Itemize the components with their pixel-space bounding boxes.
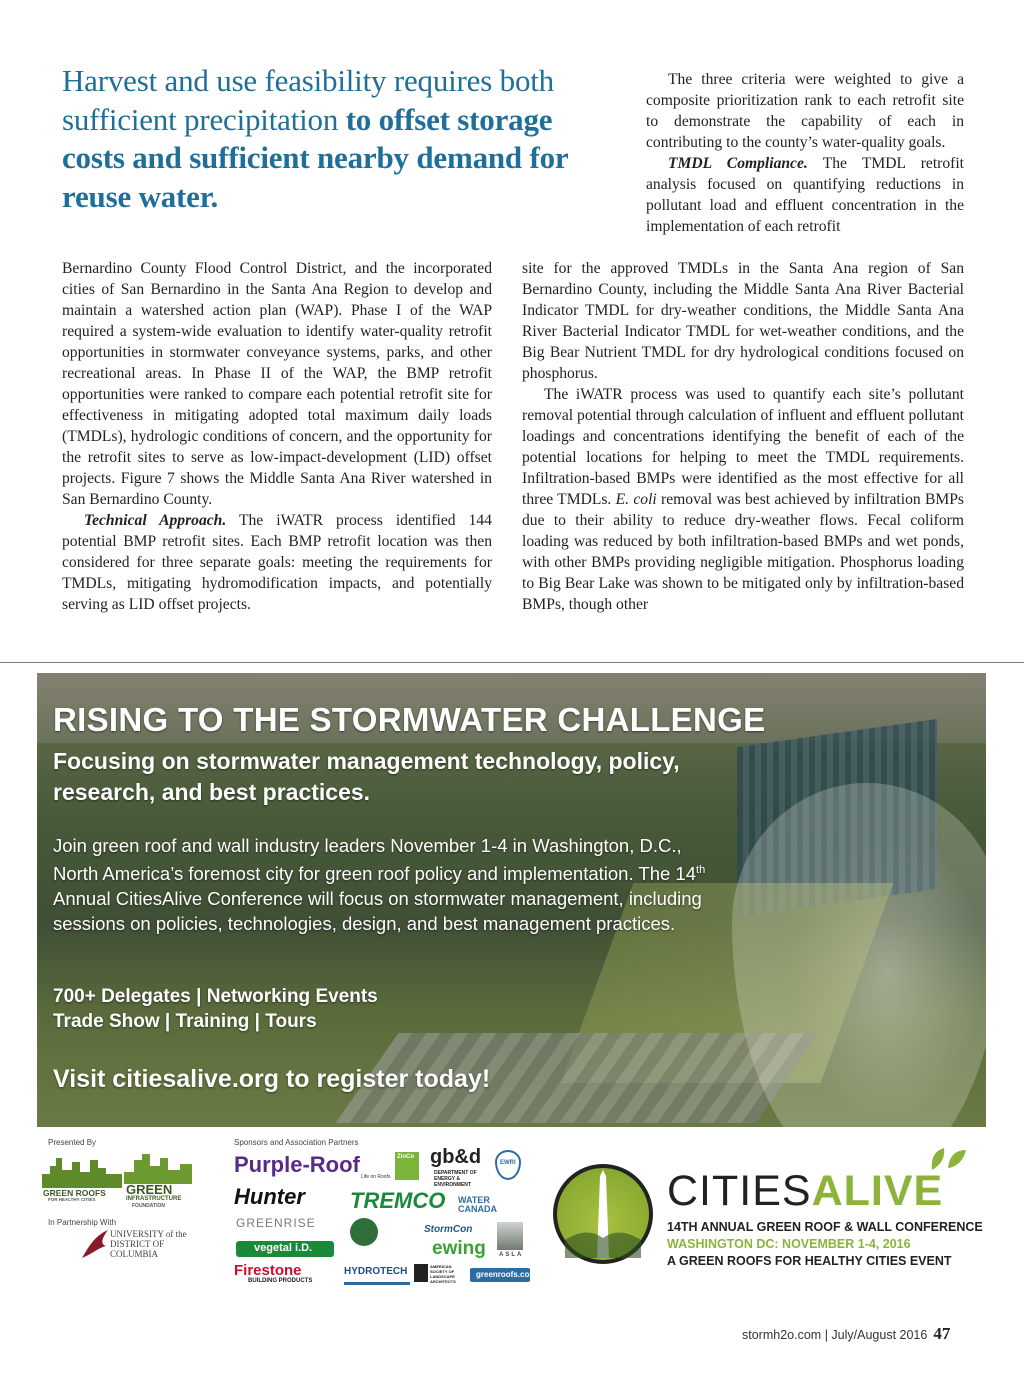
ewing-logo: ewing — [432, 1238, 486, 1259]
paragraph-criteria: The three criteria were weighted to give a composite prioritization rank to each retrofit site to demonstrate the capability of each in contributing to the county’s water-quality goals. — [646, 71, 964, 151]
greenroofs-com-text: greenroofs.com — [476, 1270, 537, 1279]
green-roofs-text: GREEN ROOFS — [43, 1188, 106, 1198]
pull-quote — [62, 62, 622, 216]
runin-heading-technical: Technical Approach. — [84, 512, 227, 529]
udc-logo — [80, 1228, 187, 1266]
ad-body-sup: th — [696, 864, 706, 876]
footer-site: stormh2o.com — [742, 1328, 822, 1342]
green-roofs-logo — [42, 1152, 122, 1200]
purple-roof-logo: Purple-Roof — [234, 1152, 360, 1177]
pull-quote-normal: Harvest and use feasibility requires both sufficient precipitation — [62, 63, 554, 137]
cities-alive-wordmark — [667, 1167, 943, 1216]
water-canada-logo: WATER CANADA — [458, 1195, 497, 1214]
zinco-logo — [395, 1152, 419, 1180]
ad-subtitle: Focusing on stormwater management technology, policy, research, and best practices. — [53, 748, 680, 805]
technical-text: The iWATR process identified 144 potential BMP retrofit sites. Each BMP retrofit location was then considered for three separate goals: meeting the requirements for TMDLs, mitigating hydromodification impacts, and potentially serving as LID offset projects. — [62, 512, 492, 613]
iwatr-text-end: removal was best achieved by infiltration BMPs due to their ability to reduce dry-weather flows. Fecal coliform loading was reduced by both infiltration-based BMPs and wet ponds, with other BMPs providing negligible mitigation. Phosphorus loading to Big Bear Lake was shown to be mitigated only by infiltration-based BMPs, though other — [522, 491, 964, 613]
paragraph-technical-approach — [62, 510, 492, 615]
paragraph-iwatr — [522, 384, 964, 615]
vegetal-id-text: vegetal i.D. — [254, 1242, 313, 1254]
footer-separator: | — [824, 1328, 828, 1342]
cities-alive-word1: CITIES — [667, 1167, 812, 1215]
ad-body-a: Join green roof and wall industry leaders November 1-4 in Washington, D.C., North America’s foremost city for green roof policy and implementation. The 14 — [53, 835, 697, 885]
runin-heading-tmdl: TMDL Compliance. — [668, 155, 808, 172]
cities-alive-line3: A GREEN ROOFS FOR HEALTHY CITIES EVENT — [667, 1254, 952, 1268]
udc-line2: DISTRICT OF — [110, 1239, 165, 1249]
ewri-text: EWRI — [500, 1160, 516, 1166]
hydrotech-text: HYDROTECH — [344, 1266, 408, 1277]
hydrotech-logo — [344, 1264, 410, 1285]
green-infra-text3: FOUNDATION — [132, 1203, 165, 1209]
ad-stats — [53, 984, 553, 1034]
green-infra-text2: INFRASTRUCTURE — [126, 1196, 182, 1202]
ewri-logo — [495, 1150, 521, 1180]
asla-mark-icon — [414, 1264, 428, 1282]
stormcon-logo: StormCon — [424, 1224, 473, 1235]
green-infra-text: GREEN — [126, 1182, 173, 1197]
iwatr-text: The iWATR process was used to quantify each site’s pollutant removal potential through calculation of influent and effluent pollutant loadings and concentrations identifying the benefit of each of the potential locations for helping to meet the TMDL requirements. Infiltration-based BMPs were identified as the most effective for all three TMDLs. — [522, 386, 964, 508]
ad-stats-line1: 700+ Delegates | Networking Events — [53, 986, 378, 1007]
ad-title: RISING TO THE STORMWATER CHALLENGE — [53, 701, 766, 738]
pull-quote-bold: to offset storage costs and sufficient nearby demand for reuse water. — [62, 101, 568, 214]
left-column — [62, 258, 492, 615]
tmdl-text-top: The TMDL retrofit analysis focused on quantifying reductions in pollutant load and effluent concentration in the implementation of each retrofit — [646, 155, 964, 235]
udc-line1: UNIVERSITY of the — [110, 1229, 187, 1239]
udc-line3: COLUMBIA — [110, 1249, 159, 1259]
right-column-top — [646, 69, 964, 237]
cities-alive-line2: WASHINGTON DC: NOVEMBER 1-4, 2016 — [667, 1237, 911, 1251]
ad-body-b: Annual CitiesAlive Conference will focus on stormwater management, including sessions on policies, technologies, design, and best management practices. — [53, 888, 702, 935]
tremco-logo: TREMCO — [350, 1188, 446, 1213]
doee-text: DEPARTMENT OF ENERGY & ENVIRONMENT — [434, 1170, 477, 1188]
cities-alive-line1: 14TH ANNUAL GREEN ROOF & WALL CONFERENCE — [667, 1220, 983, 1234]
partnership-label: In Partnership With — [48, 1218, 117, 1227]
zinco-text: ZinCo — [397, 1154, 414, 1160]
page-number: 47 — [933, 1324, 951, 1343]
footer-issue: July/August 2016 — [831, 1328, 928, 1342]
paragraph-tmdl-top — [646, 153, 964, 237]
leaf-icon — [928, 1146, 968, 1172]
vegetal-id-logo — [236, 1241, 334, 1257]
ad-register-link[interactable]: Visit citiesalive.org to register today! — [53, 1065, 491, 1093]
water-drop-graphic — [732, 783, 986, 1127]
section-divider — [0, 662, 1024, 663]
washington-monument-icon — [557, 1168, 649, 1260]
hunter-logo: Hunter — [234, 1184, 305, 1209]
purple-roof-tagline: Life on Roofs — [361, 1174, 391, 1180]
environmental-health-seal-icon — [350, 1218, 378, 1246]
conference-ad — [37, 673, 986, 1127]
udc-wing-icon — [80, 1228, 110, 1262]
firestone-subtext: BUILDING PRODUCTS — [248, 1278, 313, 1284]
green-roofs-skyline-icon — [42, 1152, 122, 1188]
ecoli-italic: E. coli — [615, 491, 657, 508]
asla-full-logo — [430, 1264, 466, 1286]
asla-logo-text: ASLA — [499, 1252, 524, 1258]
asla-image — [497, 1222, 523, 1250]
presented-by-label: Presented By — [48, 1138, 97, 1147]
greenroofs-com-logo — [470, 1268, 537, 1282]
green-infrastructure-skyline-icon — [124, 1152, 192, 1184]
paragraph-wap: Bernardino County Flood Control District, and the incorporated cities of San Bernardino in the Santa Ana Region to develop and maintain a watershed action plan (WAP). Phase I of the WAP required a system-wide evaluation to identify water-quality retrofit opportunities in stormwater conveyance systems, parks, and other recreational areas. In Phase II of the WAP, the BMP retrofit opportunities were ranked to compare each potential retrofit site for effectiveness in mitigating adopted total maximum daily loads (TMDLs), hydrologic conditions of concern, and the opportunity for the retrofit sites to serve as low-impact-development (LID) offset projects. Figure 7 shows the Middle Santa Ana River watershed in San Bernardino County. — [62, 260, 492, 508]
ad-body — [53, 833, 713, 936]
page-footer — [742, 1324, 950, 1344]
firestone-logo: Firestone — [234, 1262, 302, 1279]
paragraph-tmdl-rest: site for the approved TMDLs in the Santa Ana region of San Bernardino County, including the Middle Santa Ana River Bacterial Indicator TMDL for dry-weather conditions, the Middle Santa Ana River Bacterial Indicator TMDL for wet-weather conditions, and the Big Bear Nutrient TMDL for dry hydrological conditions focused on phosphorus. — [522, 260, 964, 382]
green-infrastructure-logo — [124, 1152, 192, 1212]
asla-full-text: AMERICAN SOCIETY OF LANDSCAPE ARCHITECTS — [430, 1264, 456, 1284]
sponsors-partners-label: Sponsors and Association Partners — [234, 1138, 359, 1147]
green-roofs-subtext: FOR HEALTHY CITIES — [48, 1197, 96, 1202]
right-column — [522, 258, 964, 615]
ad-stats-line2: Trade Show | Training | Tours — [53, 1011, 317, 1032]
gbd-logo: gb&d — [430, 1146, 482, 1168]
cities-alive-word2: ALIVE — [811, 1167, 944, 1215]
greenrise-logo: GREENRISE — [236, 1216, 316, 1230]
cities-alive-monument-logo — [553, 1164, 653, 1264]
